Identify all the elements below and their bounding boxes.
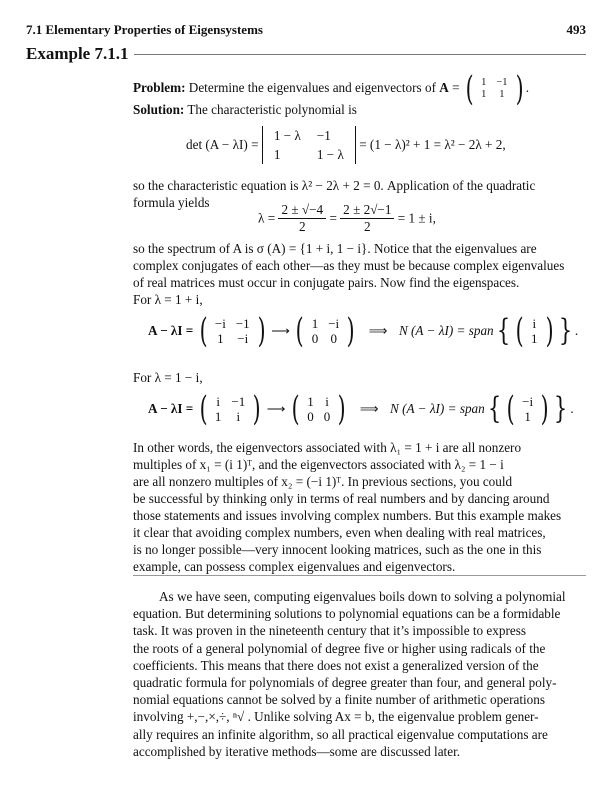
matrix-cell: 1 — [481, 89, 487, 100]
left-paren: ( — [199, 311, 208, 351]
quadratic-formula: λ = $\frac{2 \pm √-4}{2}$ = $\frac{2 \pm 2√-1}{2}$ = 1 ± i, — [258, 202, 436, 234]
period: . — [570, 401, 574, 416]
matrix-cell: −1 — [496, 77, 508, 88]
det-lhs: det (A − λI) = — [186, 137, 259, 152]
paragraph-2 — [133, 588, 586, 760]
problem-matrix-name: A — [439, 80, 449, 96]
fraction-1 — [278, 202, 326, 235]
text-line: In other words, the eigenvectors associated with λ₁ = 1 + i are all nonzero — [133, 440, 522, 455]
span-label: span — [459, 401, 485, 416]
nullspace-label: N (A − λI) = — [398, 323, 466, 338]
text-line: example, can possess complex eigenvalues and eigenvectors. — [133, 559, 456, 574]
text-line: ally requires an infinite algorithm, so all practical eigenvalue computations are — [133, 726, 548, 742]
vector-cell: −i — [522, 394, 534, 409]
section-divider — [133, 575, 586, 576]
eq-lhs: A − λI = — [148, 323, 194, 338]
left-paren: ( — [506, 389, 515, 429]
span-vector — [526, 316, 543, 346]
matrix-cell: 0 — [323, 409, 331, 424]
right-paren: ) — [337, 389, 346, 429]
text-line: complex conjugates of each other—as they must be because complex eigenvalues — [133, 258, 565, 273]
matrix-cell: 1 — [307, 394, 314, 409]
right-paren: ) — [545, 311, 554, 351]
text-line: so the characteristic equation is λ² − 2λ + 2 = 0. Application of the quadratic — [133, 178, 536, 193]
problem-matrix: ( 1 −1 1 1 ) . — [465, 69, 530, 109]
left-paren: ( — [291, 389, 300, 429]
solution-label: Solution: — [133, 102, 185, 117]
det-cell: 1 − λ — [316, 147, 344, 162]
text-line: For λ = 1 + i, — [133, 292, 203, 307]
right-brace: } — [558, 313, 573, 348]
problem-label: Problem: — [133, 80, 186, 96]
left-paren: ( — [296, 311, 305, 351]
text-line: nomial equations cannot be solved by a finite number of arithmetic operations — [133, 692, 545, 708]
matrix-cell: i — [216, 394, 220, 409]
example-rule — [134, 54, 586, 55]
left-brace: { — [487, 391, 501, 426]
text-line: task. It was proven in the nineteenth century that it’s impossible to express — [133, 623, 526, 639]
solution-text: The characteristic polynomial is — [187, 102, 357, 117]
text-line: of real matrices must occur in conjugate pairs. Now find the eigenspaces. — [133, 275, 520, 290]
example-title: Example 7.1.1 — [26, 44, 129, 63]
solution-statement — [133, 101, 586, 118]
right-paren: ) — [252, 389, 261, 429]
text-line: multiples of x₁ = (i 1)ᵀ, and the eigenvectors associated with λ₂ = 1 − i — [133, 457, 504, 472]
fraction-numerator: 2 ± 2√−1 — [340, 202, 394, 219]
text-line: equation. But determining solutions to polynomial equations can be a formidable — [133, 606, 561, 622]
right-paren: ) — [257, 311, 266, 351]
right-paren: ) — [346, 311, 355, 351]
arrow: ⟶ — [271, 323, 291, 338]
matrix-cell: −i — [214, 316, 226, 331]
matrix-cell: 1 — [499, 89, 505, 100]
text-block-4 — [133, 439, 586, 575]
text-line-content: As we have seen, computing eigenvalues boils down to solving a polynomial — [159, 589, 566, 604]
matrix-cell: 1 — [217, 331, 224, 346]
det-rhs: = (1 − λ)² + 1 = λ² − 2λ + 2, — [359, 137, 506, 152]
running-header — [26, 22, 586, 40]
matrix-1 — [210, 394, 250, 424]
matrix-cell: −i — [328, 316, 340, 331]
left-paren: ( — [465, 69, 474, 109]
det-cell: −1 — [316, 128, 331, 143]
fraction-2 — [340, 202, 394, 235]
text-line: involving +,−,×,÷, ⁿ√ . Unlike solving Ax = b, the eigenvalue problem gener- — [133, 709, 539, 725]
vector-cell: 1 — [531, 331, 538, 346]
text-line: those statements and issues involving complex numbers. But this example makes — [133, 508, 562, 523]
period: . — [574, 323, 579, 338]
left-brace: { — [496, 313, 510, 348]
text-line: formula yields — [133, 195, 210, 210]
fraction-numerator: 2 ± √−4 — [278, 202, 326, 219]
matrix-cell: −1 — [231, 394, 246, 409]
fraction-denominator: 2 — [298, 219, 306, 234]
char-poly-equation — [186, 126, 610, 164]
matrix-cell: 0 — [330, 331, 337, 346]
problem-text: Determine the eigenvalues and eigenvectors of — [188, 80, 436, 96]
det-cell: 1 − λ — [273, 128, 301, 143]
text-line: the roots of a general polynomial of degree five or higher using radicals of the — [133, 640, 546, 656]
eq-lhs: A − λI = — [148, 401, 194, 416]
vector-cell: 1 — [524, 409, 531, 424]
matrix-cell: 1 — [214, 409, 222, 424]
text-line: so the spectrum of A is σ (A) = {1 + i, 1 − i}. Notice that the eigenvalues are — [133, 241, 537, 256]
text-line: For λ = 1 − i, — [133, 370, 203, 385]
text-line: quadratic formula for polynomials of degree greater than four, and general poly- — [133, 675, 557, 691]
text-line — [133, 588, 586, 605]
matrix-cell: −1 — [235, 316, 250, 331]
lambda-eq: λ = — [258, 210, 276, 226]
span-vector — [517, 394, 538, 424]
right-brace: } — [554, 391, 568, 426]
matrix-cell: 1 — [311, 316, 319, 331]
vector-cell: i — [532, 316, 537, 331]
matrix-cell: i — [325, 394, 329, 409]
matrix-2 — [307, 316, 344, 346]
text-line: be successful by thinking only in terms of real numbers and by dancing around — [133, 491, 550, 506]
det-cell: 1 — [273, 147, 281, 162]
left-paren: ( — [199, 389, 208, 429]
text-line: accomplished by iterative methods—some are discussed later. — [133, 743, 461, 759]
matrix-2 — [302, 394, 335, 424]
text-block-2 — [133, 240, 586, 308]
fraction-denominator: 2 — [364, 219, 371, 234]
eigenspace-equation-1 — [148, 311, 601, 351]
arrow: ⟶ — [266, 401, 286, 416]
span-label: span — [468, 323, 494, 338]
right-paren: ) — [540, 389, 549, 429]
problem-statement: Problem: Determine the eigenvalues and eigenvectors of A = ( 1 −1 1 1 ) . — [133, 69, 530, 109]
text-line: are all nonzero multiples of x₂ = (−i 1)ᵀ. In previous sections, you could — [133, 474, 513, 489]
page-number: 493 — [566, 22, 586, 37]
matrix-1 — [210, 316, 255, 346]
matrix-cell: −i — [237, 331, 249, 346]
text-line: coefficients. This means that there does not exist a generalized version of the — [133, 657, 539, 673]
left-paren: ( — [515, 311, 524, 351]
eigenspace-equation-2 — [148, 389, 601, 429]
nullspace-label: N (A − λI) = — [390, 401, 457, 416]
quadratic-result: = 1 ± i, — [397, 210, 436, 226]
section-title: 7.1 Elementary Properties of Eigensystems — [26, 22, 263, 37]
matrix-cell: i — [236, 409, 241, 424]
text-line: it clear that avoiding complex numbers, even when dealing with real matrices, — [133, 525, 546, 540]
matrix-cell: 0 — [307, 409, 314, 424]
right-paren: ) — [515, 69, 524, 109]
text-line: is no longer possible—very innocent looking matrices, such as the one in this — [133, 542, 542, 557]
det-matrix — [262, 126, 356, 164]
matrix-cell: 0 — [311, 331, 319, 346]
implies: ⟹ — [368, 323, 388, 338]
matrix-cell: 1 — [481, 77, 487, 88]
implies: ⟹ — [359, 401, 379, 416]
text-block-3 — [133, 369, 586, 386]
